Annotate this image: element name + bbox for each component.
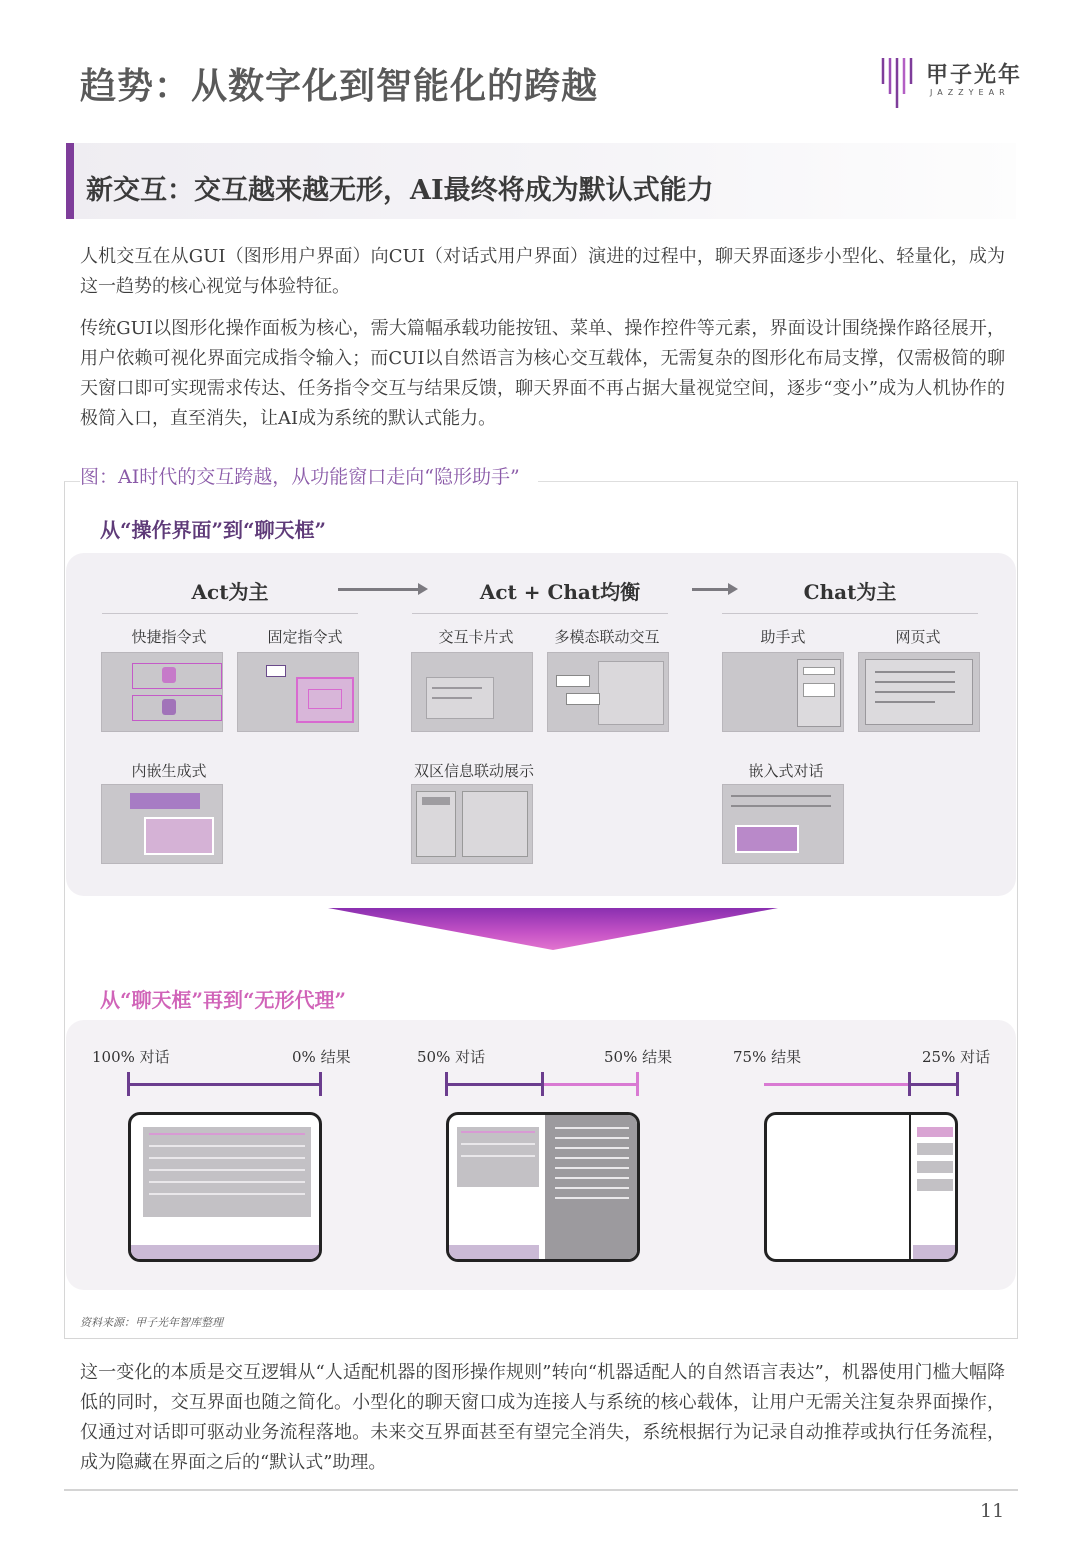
page-number: 11 bbox=[980, 1500, 1005, 1522]
stage2-title: 从“聊天框”再到“无形代理” bbox=[100, 988, 347, 1012]
scale-tick bbox=[636, 1072, 639, 1096]
ratio-right-label: 25% 对话 bbox=[922, 1048, 991, 1066]
intro-paragraph: 人机交互在从GUI（图形用户界面）向CUI（对话式用户界面）演进的过程中，聊天界面逐步小型化、轻量化，成为这一趋势的核心视觉与体验特征。 bbox=[80, 246, 1005, 297]
column-heading-balanced: Act + Chat均衡 bbox=[479, 580, 641, 604]
conclusion-paragraph: 这一变化的本质是交互逻辑从“人适配机器的图形操作规则”转向“机器适配人的自然语言表达”，机器使用门槛大幅降低的同时，交互界面也随之简化。小型化的聊天窗口成为连接人与系统的核心载体，让用户无需关注复杂界面操作，仅通过对话即可驱动业务流程落地。未来交互界面甚至有望完全消失，系统根据行为记录自动推荐或执行任务流程，成为隐藏在界面之后的“默认式”助理。 bbox=[80, 1362, 1005, 1473]
gui-cui-paragraph: 传统GUI以图形化操作面板为核心，需大篇幅承载功能按钮、菜单、操作控件等元素，界面设计围绕操作路径展开，用户依赖可视化界面完成指令输入；而CUI以自然语言为核心交互载体，无需复杂的图形化布局支撑，仅需极简的聊天窗口即可实现需求传达、任务指令交互与结果反馈，聊天界面不再占据大量视觉空间，逐步“变小”成为人机协作的极简入口，直至消失，让AI成为系统的默认式能力。 bbox=[80, 318, 1005, 429]
mode-label: 助手式 bbox=[760, 628, 806, 646]
ratio-scale-bar bbox=[542, 1083, 638, 1086]
scale-tick bbox=[445, 1072, 448, 1096]
sidebar-device bbox=[764, 1112, 958, 1262]
column-heading-chat: Chat为主 bbox=[803, 580, 897, 604]
dual-zone-thumbnail bbox=[411, 784, 533, 864]
footer-rule bbox=[64, 1489, 1018, 1491]
ratio-right-label: 0% 结果 bbox=[292, 1048, 351, 1066]
figure-caption: 图：AI时代的交互跨越，从功能窗口走向“隐形助手” bbox=[80, 462, 538, 489]
multimodal-thumbnail bbox=[547, 652, 669, 732]
arrow-right-icon bbox=[338, 588, 418, 591]
mode-label: 嵌入式对话 bbox=[748, 762, 824, 780]
stage1-title: 从“操作界面”到“聊天框” bbox=[100, 518, 327, 542]
logo-text-cn: 甲子光年 bbox=[926, 62, 1023, 88]
figure-source: 资料来源：甲子光年智库整理 bbox=[80, 1316, 223, 1329]
webpage-thumbnail bbox=[858, 652, 980, 732]
card-interaction-thumbnail bbox=[411, 652, 533, 732]
section-accent bbox=[66, 143, 74, 219]
brand-logo bbox=[880, 54, 1030, 114]
embedded-dialog-thumbnail bbox=[722, 784, 844, 864]
ratio-right-label: 50% 结果 bbox=[604, 1048, 673, 1066]
ratio-left-label: 50% 对话 bbox=[417, 1048, 486, 1066]
ratio-scale-bar bbox=[128, 1083, 322, 1086]
embedded-generation-thumbnail bbox=[101, 784, 223, 864]
mode-label: 内嵌生成式 bbox=[131, 762, 207, 780]
logo-mark-icon bbox=[880, 54, 920, 110]
quick-command-thumbnail bbox=[101, 652, 223, 732]
chat-only-device bbox=[128, 1112, 322, 1262]
ratio-scale-bar bbox=[764, 1083, 910, 1086]
mode-label: 双区信息联动展示 bbox=[413, 762, 534, 780]
scale-tick bbox=[956, 1072, 959, 1096]
assistant-thumbnail bbox=[722, 652, 844, 732]
column-rule bbox=[722, 613, 978, 614]
ratio-scale-bar bbox=[446, 1083, 542, 1086]
arrow-head-icon bbox=[418, 583, 428, 595]
mode-label: 多模态联动交互 bbox=[554, 628, 660, 646]
ratio-left-label: 75% 结果 bbox=[733, 1048, 802, 1066]
mode-label: 交互卡片式 bbox=[438, 628, 514, 646]
arrow-right-icon bbox=[692, 588, 728, 591]
scale-tick bbox=[908, 1072, 911, 1096]
split-device bbox=[446, 1112, 640, 1262]
scale-tick bbox=[127, 1072, 130, 1096]
column-rule bbox=[412, 613, 668, 614]
column-heading-act: Act为主 bbox=[191, 580, 269, 604]
fixed-command-thumbnail bbox=[237, 652, 359, 732]
scale-tick bbox=[319, 1072, 322, 1096]
logo-text-en: JAZZYEAR bbox=[930, 88, 1010, 97]
mode-label: 网页式 bbox=[895, 628, 941, 646]
scale-tick bbox=[541, 1072, 544, 1096]
mode-label: 快捷指令式 bbox=[131, 628, 207, 646]
ratio-left-label: 100% 对话 bbox=[92, 1048, 170, 1066]
column-rule bbox=[102, 613, 358, 614]
mode-label: 固定指令式 bbox=[267, 628, 343, 646]
section-title: 新交互：交互越来越无形，AI最终将成为默认式能力 bbox=[86, 175, 714, 206]
page-title: 趋势：从数字化到智能化的跨越 bbox=[80, 65, 599, 107]
ratio-scale-bar bbox=[910, 1083, 958, 1086]
arrow-head-icon bbox=[728, 583, 738, 595]
